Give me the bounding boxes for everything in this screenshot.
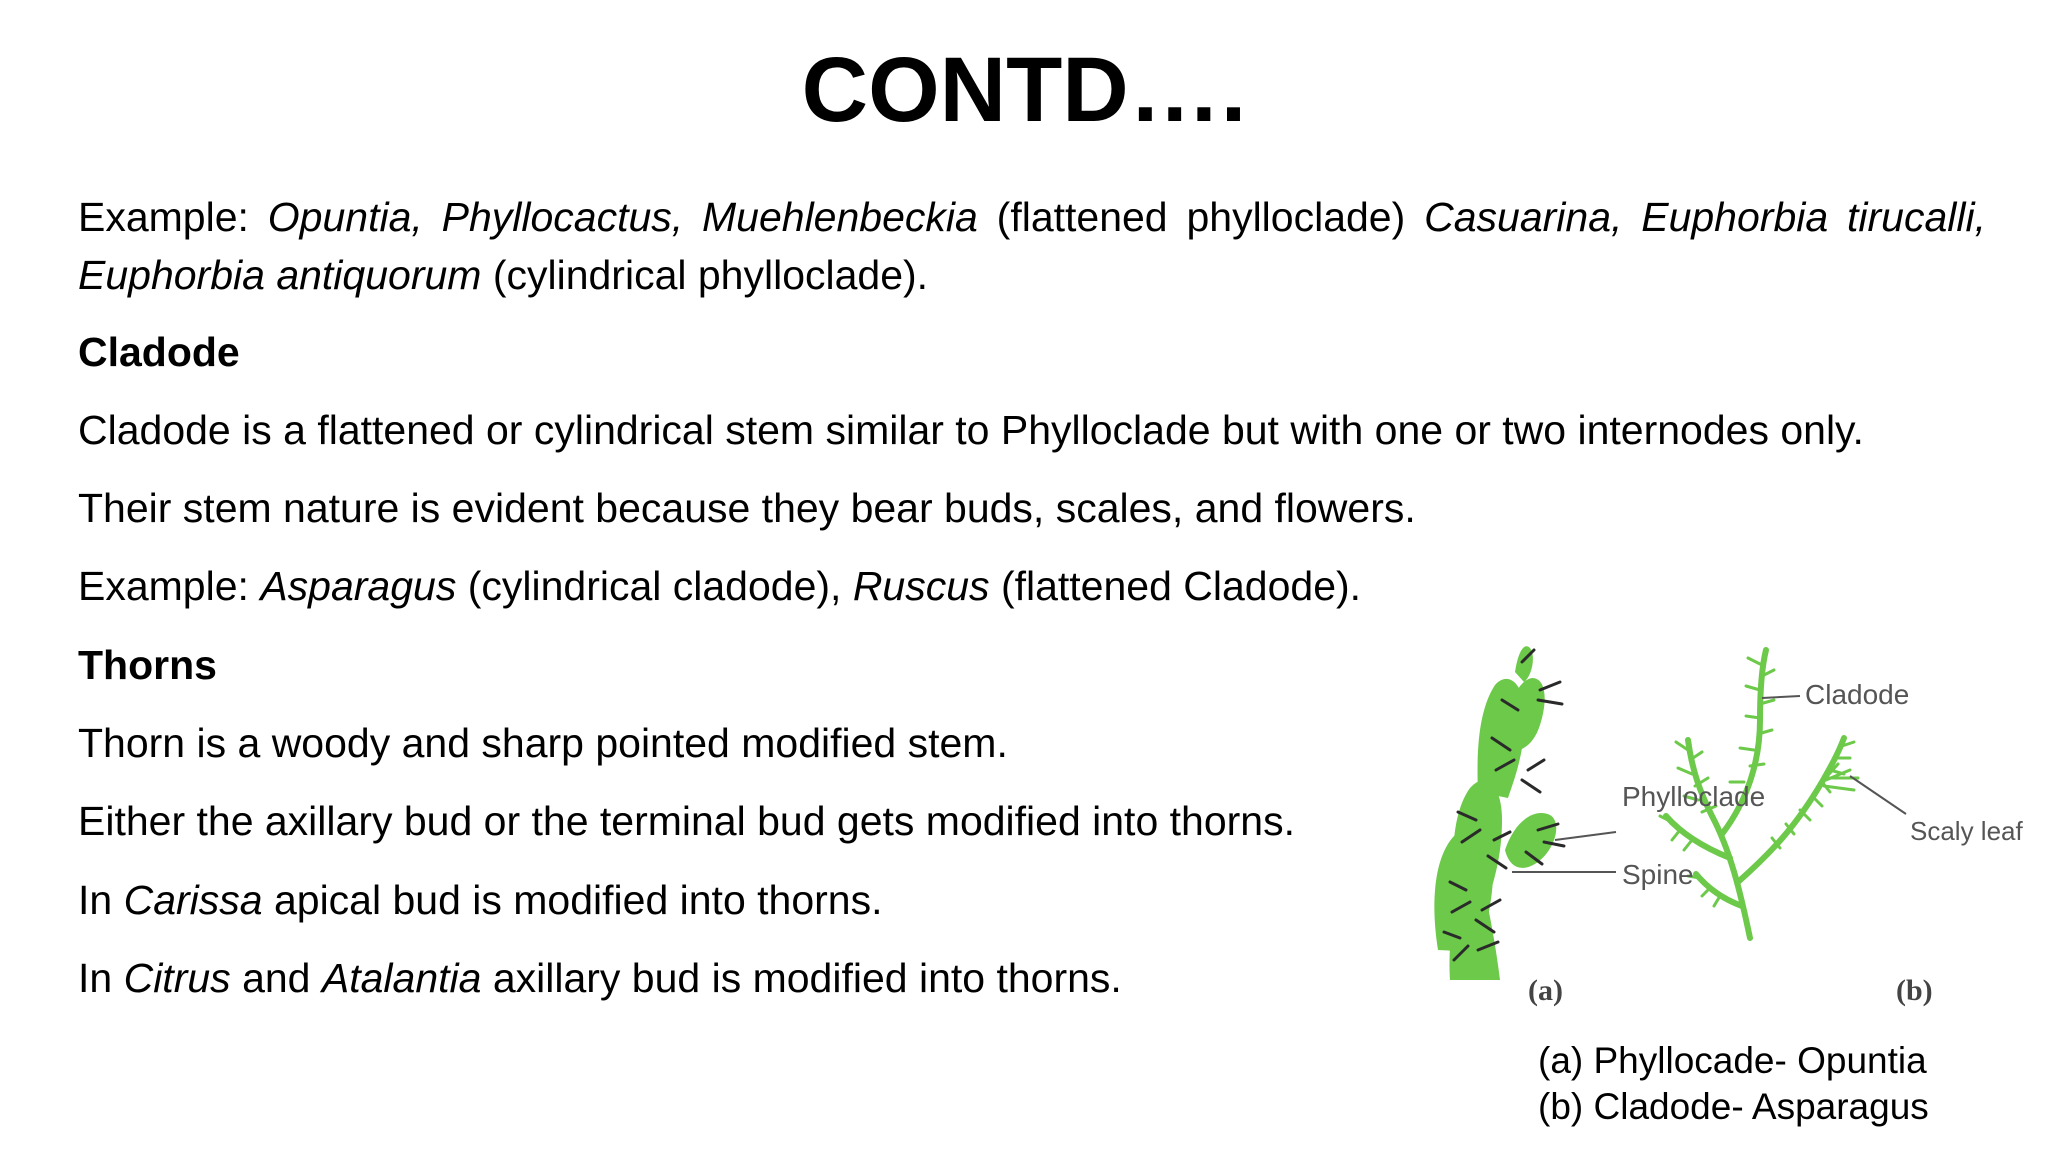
carissa-post: apical bud is modified into thorns. xyxy=(262,877,883,923)
label-a: (a) xyxy=(1528,974,1563,1007)
thorns-carissa-example xyxy=(78,871,882,929)
label-phylloclade: Phylloclade xyxy=(1622,781,1766,812)
label-b: (b) xyxy=(1896,974,1933,1007)
cladode-example-species-1: Asparagus xyxy=(260,563,457,609)
citrus-species: Citrus xyxy=(123,955,231,1001)
cladode-stem-nature: Their stem nature is evident because they bear buds, scales, and flowers. xyxy=(78,485,1416,531)
label-spine: Spine xyxy=(1622,859,1694,890)
thorns-citrus-example xyxy=(78,949,1122,1007)
cladode-example xyxy=(78,557,1361,615)
cladode-example-species-2: Ruscus xyxy=(852,563,990,609)
caption-b: (b) Cladode- Asparagus xyxy=(1538,1086,1929,1127)
cladode-example-lead: Example: xyxy=(78,563,261,609)
slide-title: CONTD…. xyxy=(801,39,1247,141)
example-cylindrical-note: (cylindrical phylloclade). xyxy=(481,252,929,298)
thorns-heading: Thorns xyxy=(78,642,217,688)
example-flattened-species: Opuntia, Phyllocactus, Muehlenbeckia xyxy=(267,194,978,240)
thorns-bud-modification: Either the axillary bud or the terminal bud gets modified into thorns. xyxy=(78,798,1295,844)
example-lead: Example: xyxy=(78,194,268,240)
carissa-species: Carissa xyxy=(123,877,263,923)
caption-a: (a) Phyllocade- Opuntia xyxy=(1538,1040,1927,1081)
figure-caption xyxy=(1538,1038,1929,1130)
cladode-definition: Cladode is a flattened or cylindrical stem similar to Phylloclade but with one or two internodes only. xyxy=(78,407,1864,453)
example-flattened-note: (flattened phylloclade) xyxy=(977,194,1425,240)
cladode-example-note-1: (cylindrical cladode), xyxy=(456,563,853,609)
atalantia-species: Atalantia xyxy=(321,955,482,1001)
citrus-pre: In xyxy=(78,955,124,1001)
example-cylindrical-species: Casuarina, Euphorbia tirucalli, Euphorbia antiquorum xyxy=(78,194,1986,298)
opuntia-illustration xyxy=(1434,646,1556,980)
label-scaly-leaf: Scaly leaf xyxy=(1910,816,2023,846)
cladode-heading: Cladode xyxy=(78,329,240,375)
phylloclade-example-paragraph xyxy=(78,188,1986,304)
cladode-example-note-2: (flattened Cladode). xyxy=(989,563,1362,609)
carissa-pre: In xyxy=(78,877,124,923)
label-cladode: Cladode xyxy=(1805,679,1910,710)
citrus-mid: and xyxy=(230,955,322,1001)
thorns-definition: Thorn is a woody and sharp pointed modified stem. xyxy=(78,720,1008,766)
citrus-post: axillary bud is modified into thorns. xyxy=(481,955,1122,1001)
